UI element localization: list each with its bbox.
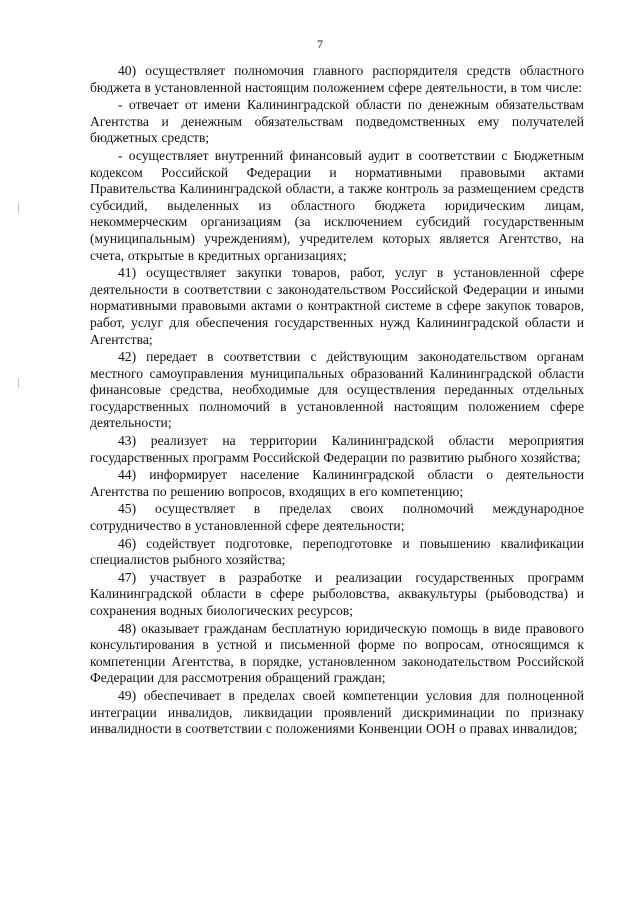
paragraph-49: 49) обеспечивает в пределах своей компетенции условия для полноценной интеграции инвалидов, ликвидации проявлений дискриминации по признаку инвалидности в соответствии с положениями Конвенции ООН о правах инвалидов; (90, 687, 584, 737)
paragraph-47: 47) участвует в разработке и реализации государственных программ Калининградской области в сфере рыболовства, аквакультуры (рыбоводства) и сохранения водных биологических ресурсов; (90, 569, 584, 618)
margin-mark (18, 378, 19, 388)
page-number: 7 (317, 37, 323, 51)
paragraph-46: 46) содействует подготовке, переподготовке и повышению квалификации специалистов рыбного хозяйства; (90, 535, 584, 568)
paragraph-40: 40) осуществляет полномочия главного распорядителя средств областного бюджета в установленной настоящим положением сфере деятельности, в том числе: (90, 63, 584, 95)
paragraph-43: 43) реализует на территории Калининградской области мероприятия государственных программ Российской Федерации по развитию рыбного хозяйства; (90, 433, 584, 465)
paragraph-44: 44) информирует население Калининградской области о деятельности Агентства по решению вопросов, входящих в его компетенцию; (90, 467, 584, 499)
paragraph-45: 45) осуществляет в пределах своих полномочий международное сотрудничество в установленной сфере деятельности; (90, 501, 584, 534)
paragraph-41: 41) осуществляет закупки товаров, работ, услуг в установленной сфере деятельности в соответствии с законодательством Российской Федерации и иными нормативными правовыми актами о контрактной системе в сфере закупок товаров, работ, услуг для обеспечения государственных нужд Калининградской области и Агентства; (90, 265, 584, 347)
margin-mark (18, 203, 19, 213)
paragraph-40-item-1: - отвечает от имени Калининградской области по денежным обязательствам Агентства и денежным обязательствам подведомственных ему получателей бюджетных средств; (90, 97, 584, 146)
paragraph-40-item-2: - осуществляет внутренний финансовый аудит в соответствии с Бюджетным кодексом Российской Федерации и нормативными правовыми актами Правительства Калининградской области, а также контроль за размещением средств субсидий, выделенных из областного бюджета юридическим лицам, некоммерческим организациям (за исключением субсидий государственным (муниципальным) учреждениям), учредителем которых является Агентство, на счета, открытые в кредитных организациях; (90, 147, 584, 263)
paragraph-42: 42) передает в соответствии с действующим законодательством органам местного самоуправления муниципальных образований Калининградской области финансовые средства, необходимые для осуществления переданных отдельных государственных полномочий в установленной настоящим положением сфере деятельности; (90, 349, 584, 431)
document-body (90, 63, 584, 739)
paragraph-48: 48) оказывает гражданам бесплатную юридическую помощь в виде правового консультирования в устной и письменной форме по вопросам, относящимся к компетенции Агентства, в порядке, установленном законодательством Российской Федерации для рассмотрения обращений граждан; (90, 620, 584, 686)
